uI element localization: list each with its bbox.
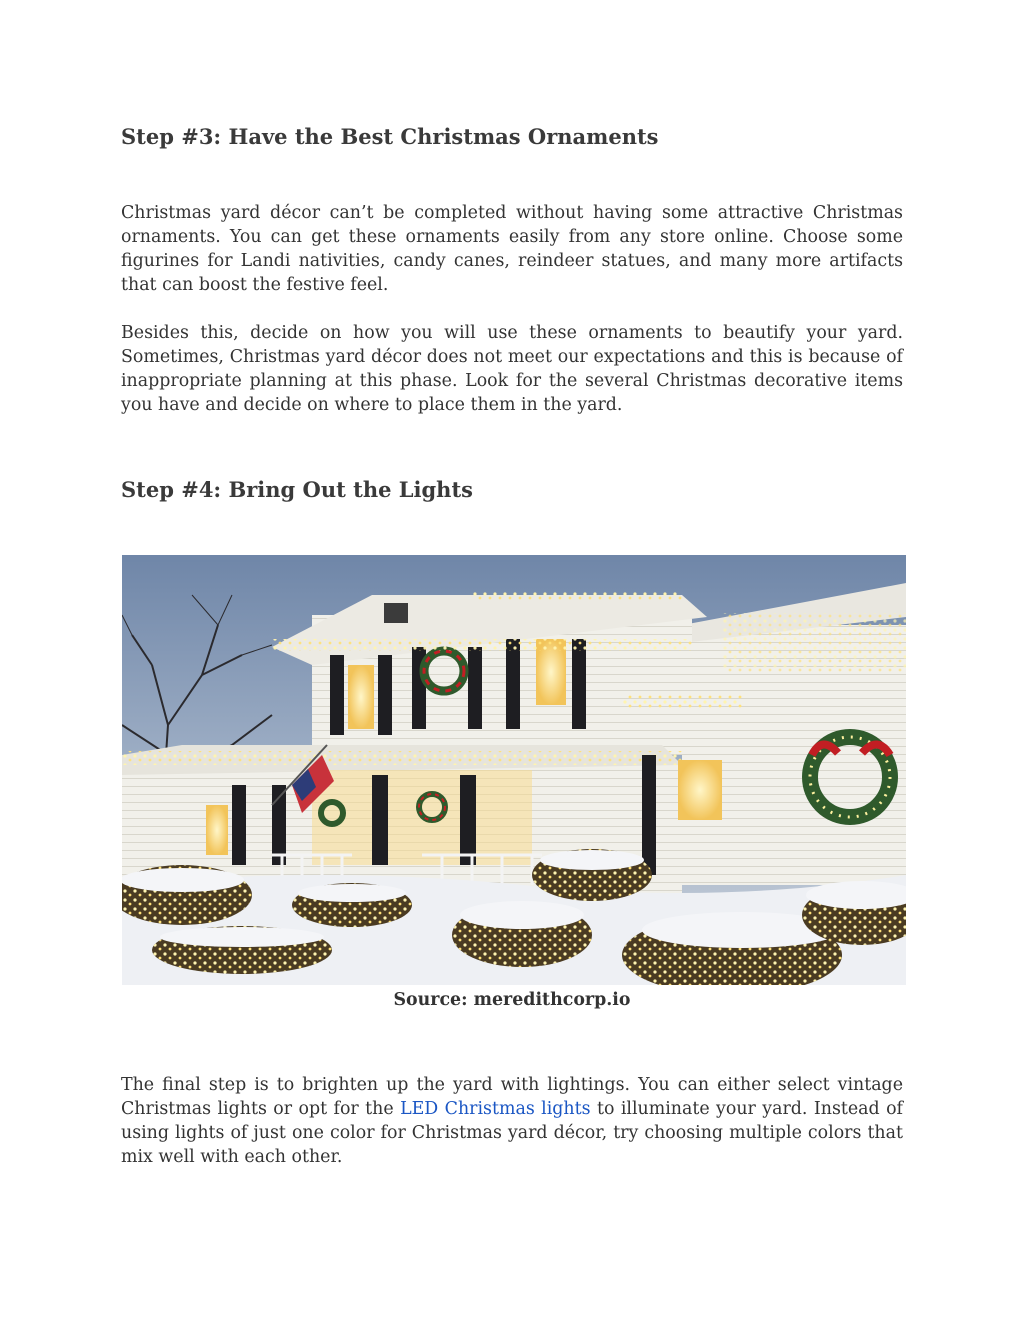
step3-paragraph-2: Besides this, decide on how you will use these ornaments to beautify your yard. Sometimes, Christmas yard décor does not meet our expectations and this is because of inappropriate planning at this phase. Look for the several Christmas decorative items you have and decide on where to place them in the yard.: [121, 323, 903, 415]
image-caption: Source: meredithcorp.io: [393, 990, 631, 1010]
step4-text-after-link: to illuminate your yard. Instead of using lights of just one color for Christmas yard décor, try choosing multiple colors that mix well with each other.: [121, 1099, 903, 1167]
step4-text-before-link: The final step is to brighten up the yard with lightings. You can either select vintage Christmas lights or opt for the: [121, 1075, 903, 1119]
led-christmas-lights-link[interactable]: LED Christmas lights: [400, 1099, 591, 1119]
step3-heading: Step #3: Have the Best Christmas Ornaments: [121, 124, 659, 149]
step4-paragraph: [121, 1073, 903, 1169]
step4-heading: Step #4: Bring Out the Lights: [121, 477, 473, 502]
christmas-house-photo: [122, 555, 906, 985]
step3-paragraph-1: Christmas yard décor can’t be completed without having some attractive Christmas ornaments. You can get these ornaments easily from any store online. Choose some figurines for Landi nativities, candy canes, reindeer statues, and many more artifacts that can boost the festive feel.: [121, 203, 903, 295]
